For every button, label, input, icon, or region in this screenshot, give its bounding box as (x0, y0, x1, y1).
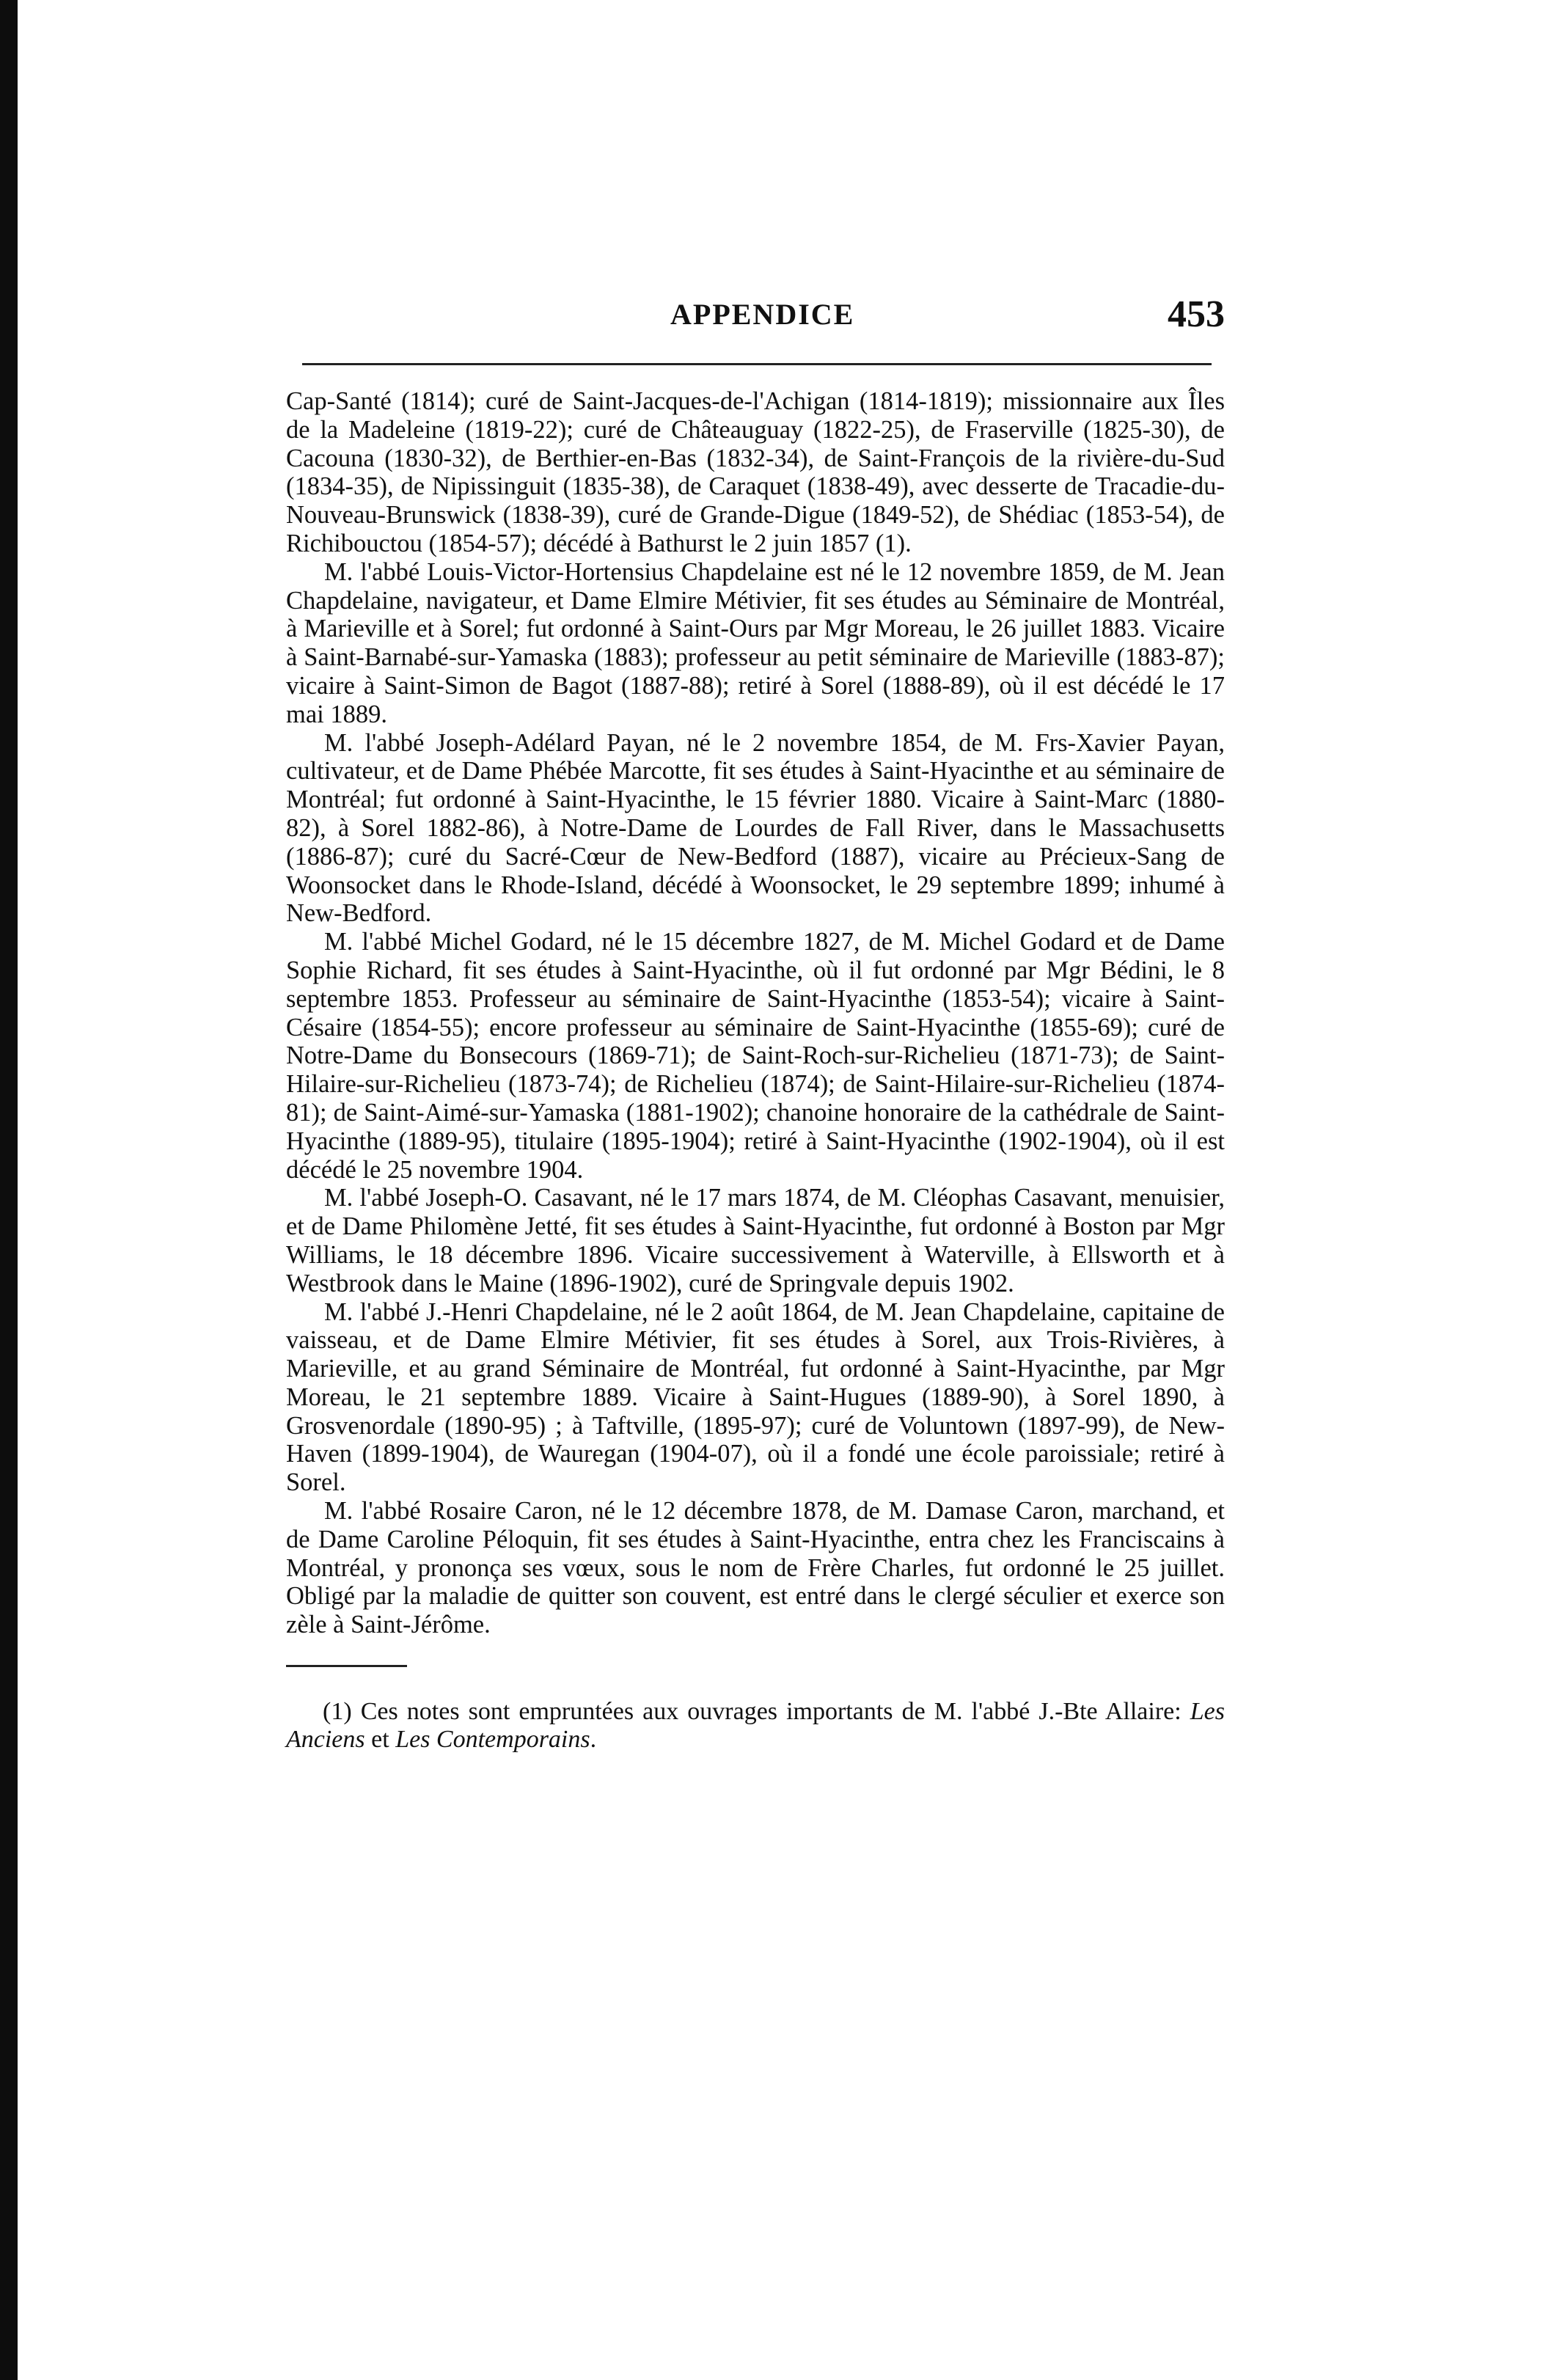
paragraph-continuation: Cap-Santé (1814); curé de Saint-Jacques-de-l'Achigan (1814-1819); missionnaire aux Îles de la Madeleine (1819-22); curé de Châteauguay (1822-25), de Fraserville (1825-30), de Cacouna (1830-32), de Berthier-en-Bas (1832-34), de Saint-François de la rivière-du-Sud (1834-35), de Nipissinguit (1835-38), de Caraquet (1838-49), avec desserte de Tracadie-du-Nouveau-Brunswick (1838-39), curé de Grande-Digue (1849-52), de Shédiac (1853-54), de Richibouctou (1854-57); décédé à Bathurst le 2 juin 1857 (1). (286, 387, 1225, 557)
footnote-rule (286, 1665, 407, 1667)
footnote-end: . (590, 1726, 597, 1754)
scan-border (0, 0, 18, 2380)
footnote-text: (1) Ces notes sont empruntées aux ouvrages importants de M. l'abbé J.-Bte Allaire: (323, 1698, 1190, 1726)
paragraph-godard: M. l'abbé Michel Godard, né le 15 décembre 1827, de M. Michel Godard et de Dame Sophie Richard, fit ses études à Saint-Hyacinthe, où il fut ordonné par Mgr Bédini, le 8 septembre 1853. Professeur au séminaire de Saint-Hyacinthe (1853-54); vicaire à Saint-Césaire (1854-55); encore professeur au séminaire de Saint-Hyacinthe (1855-69); curé de Notre-Dame du Bonsecours (1869-71); de Saint-Roch-sur-Richelieu (1871-73); de Saint-Hilaire-sur-Richelieu (1873-74); de Richelieu (1874); de Saint-Hilaire-sur-Richelieu (1874-81); de Saint-Aimé-sur-Yamaska (1881-1902); chanoine honoraire de la cathédrale de Saint-Hyacinthe (1889-95), titulaire (1895-1904); retiré à Saint-Hyacinthe (1902-1904), où il est décédé le 25 novembre 1904. (286, 928, 1225, 1184)
footnote-work-title: Les Anciens (286, 1698, 1225, 1754)
paragraph-casavant: M. l'abbé Joseph-O. Casavant, né le 17 mars 1874, de M. Cléophas Casavant, menuisier, et de Dame Philomène Jetté, fit ses études à Saint-Hyacinthe, fut ordonné à Boston par Mgr Williams, le 18 décembre 1896. Vicaire successivement à Waterville, à Ellsworth et à Westbrook dans le Maine (1896-1902), curé de Springvale depuis 1902. (286, 1184, 1225, 1297)
book-page (286, 293, 1225, 1754)
footnote-work-title: Les Contemporains (395, 1726, 590, 1754)
header-rule (302, 363, 1212, 365)
running-title: APPENDICE (670, 298, 855, 331)
footnote-conjunction: et (364, 1726, 396, 1754)
body-text (286, 387, 1225, 1639)
paragraph-chapdelaine-louis: M. l'abbé Louis-Victor-Hortensius Chapdelaine est né le 12 novembre 1859, de M. Jean Chapdelaine, navigateur, et Dame Elmire Métivier, fit ses études au Séminaire de Montréal, à Marieville et à Sorel; fut ordonné à Saint-Ours par Mgr Moreau, le 26 juillet 1883. Vicaire à Saint-Barnabé-sur-Yamaska (1883); professeur au petit séminaire de Marieville (1883-87); vicaire à Saint-Simon de Bagot (1887-88); retiré à Sorel (1888-89), où il est décédé le 17 mai 1889. (286, 557, 1225, 728)
paragraph-chapdelaine-henri: M. l'abbé J.-Henri Chapdelaine, né le 2 août 1864, de M. Jean Chapdelaine, capitaine de vaisseau, et de Dame Elmire Métivier, fit ses études à Sorel, aux Trois-Rivières, à Marieville, et au grand Séminaire de Montréal, fut ordonné à Saint-Hyacinthe, par Mgr Moreau, le 21 septembre 1889. Vicaire à Saint-Hugues (1889-90), à Sorel 1890, à Grosvenordale (1890-95) ; à Taftville, (1895-97); curé de Voluntown (1897-99), de New-Haven (1899-1904), de Wauregan (1904-07), où il a fondé une école paroissiale; retiré à Sorel. (286, 1297, 1225, 1497)
paragraph-payan: M. l'abbé Joseph-Adélard Payan, né le 2 novembre 1854, de M. Frs-Xavier Payan, cultivateur, et de Dame Phébée Marcotte, fit ses études à Saint-Hyacinthe et au séminaire de Montréal; fut ordonné à Saint-Hyacinthe, le 15 février 1880. Vicaire à Saint-Marc (1880-82), à Sorel 1882-86), à Notre-Dame de Lourdes de Fall River, dans le Massachusetts (1886-87); curé du Sacré-Cœur de New-Bedford (1887), vicaire au Précieux-Sang de Woonsocket dans le Rhode-Island, décédé à Woonsocket, le 29 septembre 1899; inhumé à New-Bedford. (286, 728, 1225, 928)
footnote (286, 1698, 1225, 1754)
page-number: 453 (1168, 293, 1225, 335)
running-head (286, 293, 1225, 348)
paragraph-caron: M. l'abbé Rosaire Caron, né le 12 décembre 1878, de M. Damase Caron, marchand, et de Dame Caroline Péloquin, fit ses études à Saint-Hyacinthe, entra chez les Franciscains à Montréal, y prononça ses vœux, sous le nom de Frère Charles, fut ordonné le 25 juillet. Obligé par la maladie de quitter son couvent, est entré dans le clergé séculier et exerce son zèle à Saint-Jérôme. (286, 1497, 1225, 1639)
